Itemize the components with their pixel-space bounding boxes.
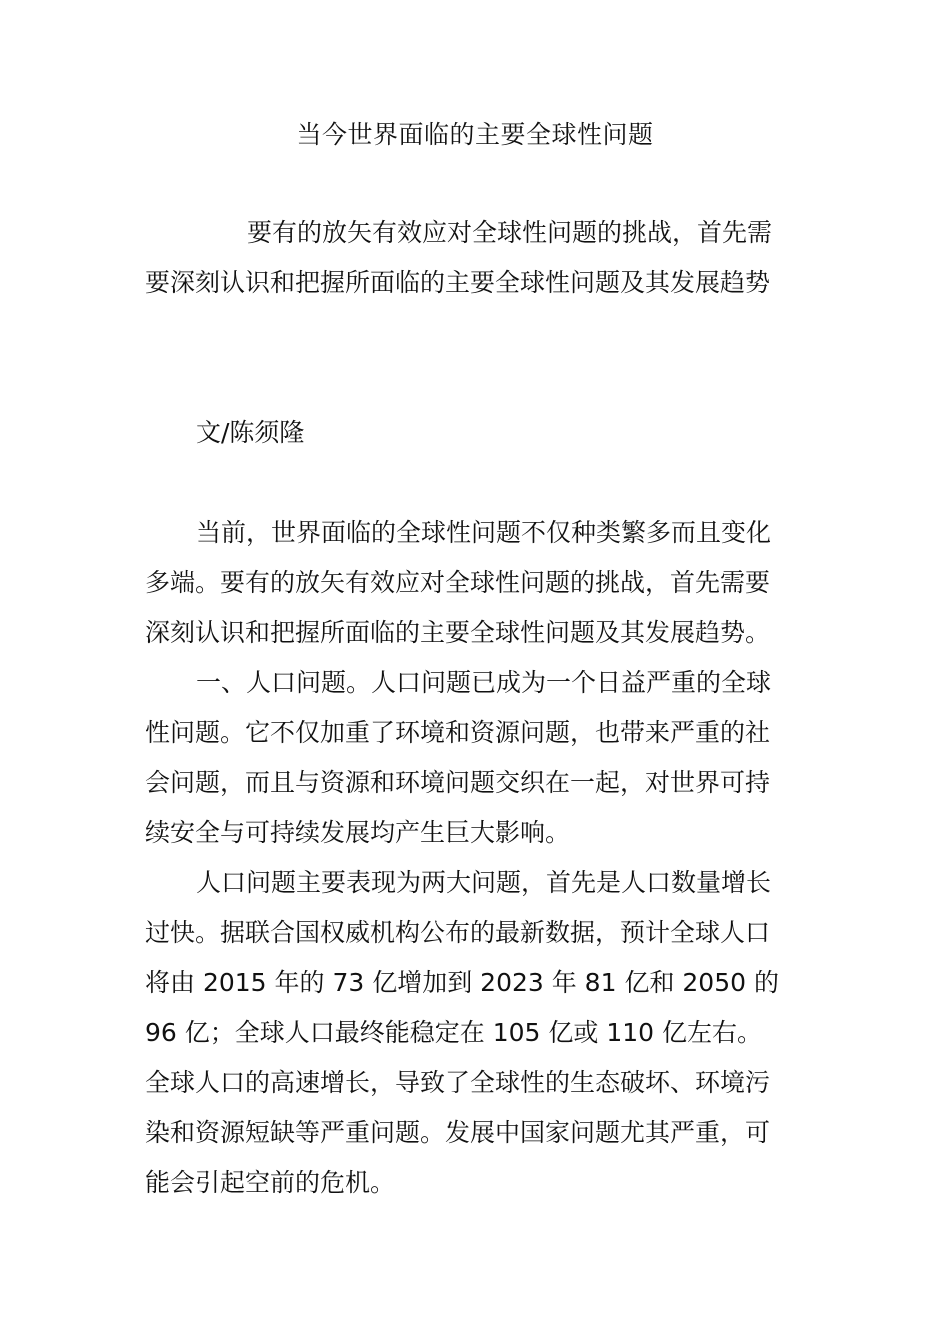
article-body	[145, 508, 785, 1208]
paragraph-intro: 当前，世界面临的全球性问题不仅种类繁多而且变化多端。要有的放矢有效应对全球性问题的挑战，首先需要深刻认识和把握所面临的主要全球性问题及其发展趋势。	[145, 518, 772, 647]
author-line: 文/陈须隆	[196, 418, 305, 447]
document-subtitle: 要有的放矢有效应对全球性问题的挑战，首先需要深刻认识和把握所面临的主要全球性问题及其发展趋势	[145, 218, 773, 297]
document-title: 当今世界面临的主要全球性问题	[296, 120, 654, 149]
paragraph-population-issue: 一、人口问题。人口问题已成为一个日益严重的全球性问题。它不仅加重了环境和资源问题，也带来严重的社会问题，而且与资源和环境问题交织在一起，对世界可持续安全与可持续发展均产生巨大影响。	[145, 668, 772, 847]
paragraph-population-growth: 人口问题主要表现为两大问题，首先是人口数量增长过快。据联合国权威机构公布的最新数据，预计全球人口将由 2015 年的 73 亿增加到 2023 年 81 亿和 2050 的 96 亿；全球人口最终能稳定在 105 亿或 110 亿左右。全球人口的高速增长，导致了全球性的生态破坏、环境污染和资源短缺等严重问题。发展中国家问题尤其严重，可能会引起空前的危机。	[145, 868, 779, 1197]
